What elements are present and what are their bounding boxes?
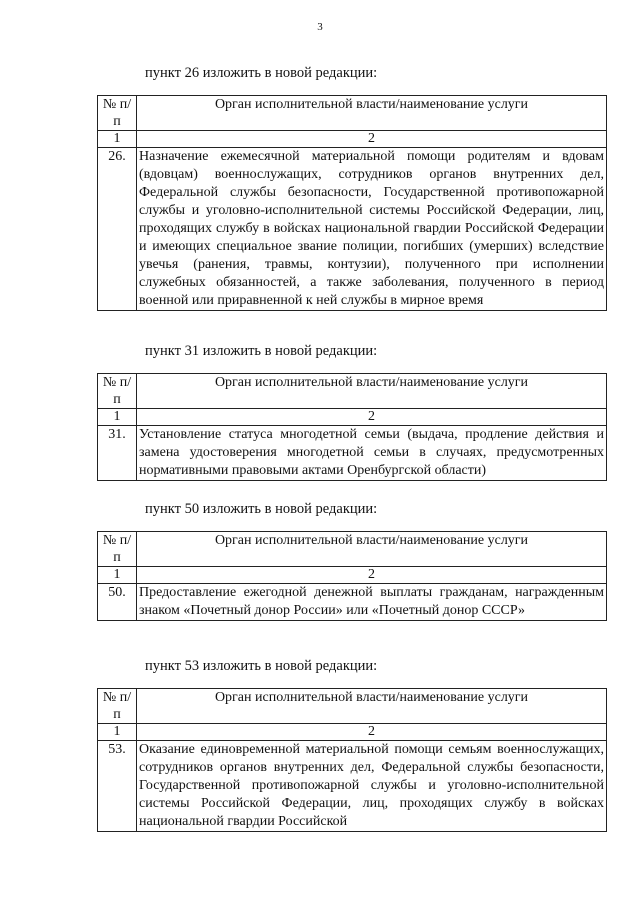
service-table-26 [97,95,607,311]
section-heading-50: пункт 50 изложить в новой редакции: [145,501,378,517]
row-number: 53. [98,741,137,832]
row-number: 50. [98,584,137,621]
column-header-number: № п/п [98,374,137,409]
column-index-1: 1 [98,724,137,741]
table-row [98,741,607,832]
column-header-name: Орган исполнительной власти/наименование услуги [137,374,607,409]
column-index-row [98,131,607,148]
service-description: Назначение ежемесячной материальной помощи родителям и вдовам (вдовцам) военнослужащих, сотрудников органов внутренних дел, Федеральной службы безопасности, Государственной противопожарной службы и уголовно-исполнительной системы Российской Федерации, лиц, проходящих службу в войсках национальной гвардии Российской Федерации и имеющих специальное звание полиции, погибших (умерших) вследствие увечья (ранения, травмы, контузии), полученного при исполнении служебных обязанностей, а также заболевания, полученного в период военной или приравненной к ней службы в мирное время [137,148,607,311]
service-description: Оказание единовременной материальной помощи семьям военнослужащих, сотрудников органов внутренних дел, Федеральной службы безопасности, Государственной противопожарной службы и уголовно-исполнительной системы Российской Федерации, лиц, проходящих службу в войсках национальной гвардии Российской [137,741,607,832]
column-index-row [98,724,607,741]
column-header-number: № п/п [98,96,137,131]
column-index-1: 1 [98,409,137,426]
table-header-row [98,374,607,409]
section-heading-53: пункт 53 изложить в новой редакции: [145,658,378,674]
section-heading-31: пункт 31 изложить в новой редакции: [145,343,378,359]
column-header-name: Орган исполнительной власти/наименование услуги [137,532,607,567]
page-number: 3 [317,21,323,33]
table-row [98,148,607,311]
table-row [98,426,607,481]
column-index-1: 1 [98,567,137,584]
table-header-row [98,532,607,567]
column-index-1: 1 [98,131,137,148]
column-index-row [98,409,607,426]
table-header-row [98,689,607,724]
service-description: Предоставление ежегодной денежной выплаты гражданам, награжденным знаком «Почетный донор России» или «Почетный донор СССР» [137,584,607,621]
row-number: 31. [98,426,137,481]
column-header-number: № п/п [98,689,137,724]
column-index-row [98,567,607,584]
column-index-2: 2 [137,567,607,584]
column-header-name: Орган исполнительной власти/наименование услуги [137,689,607,724]
column-index-2: 2 [137,409,607,426]
column-index-2: 2 [137,131,607,148]
section-heading-26: пункт 26 изложить в новой редакции: [145,65,378,81]
column-index-2: 2 [137,724,607,741]
service-table-50 [97,531,607,621]
service-table-53 [97,688,607,832]
row-number: 26. [98,148,137,311]
service-description: Установление статуса многодетной семьи (выдача, продление действия и замена удостоверения многодетной семьи в случаях, предусмотренных нормативными правовыми актами Оренбургской области) [137,426,607,481]
service-table-31 [97,373,607,481]
column-header-number: № п/п [98,532,137,567]
column-header-name: Орган исполнительной власти/наименование услуги [137,96,607,131]
table-row [98,584,607,621]
table-header-row [98,96,607,131]
